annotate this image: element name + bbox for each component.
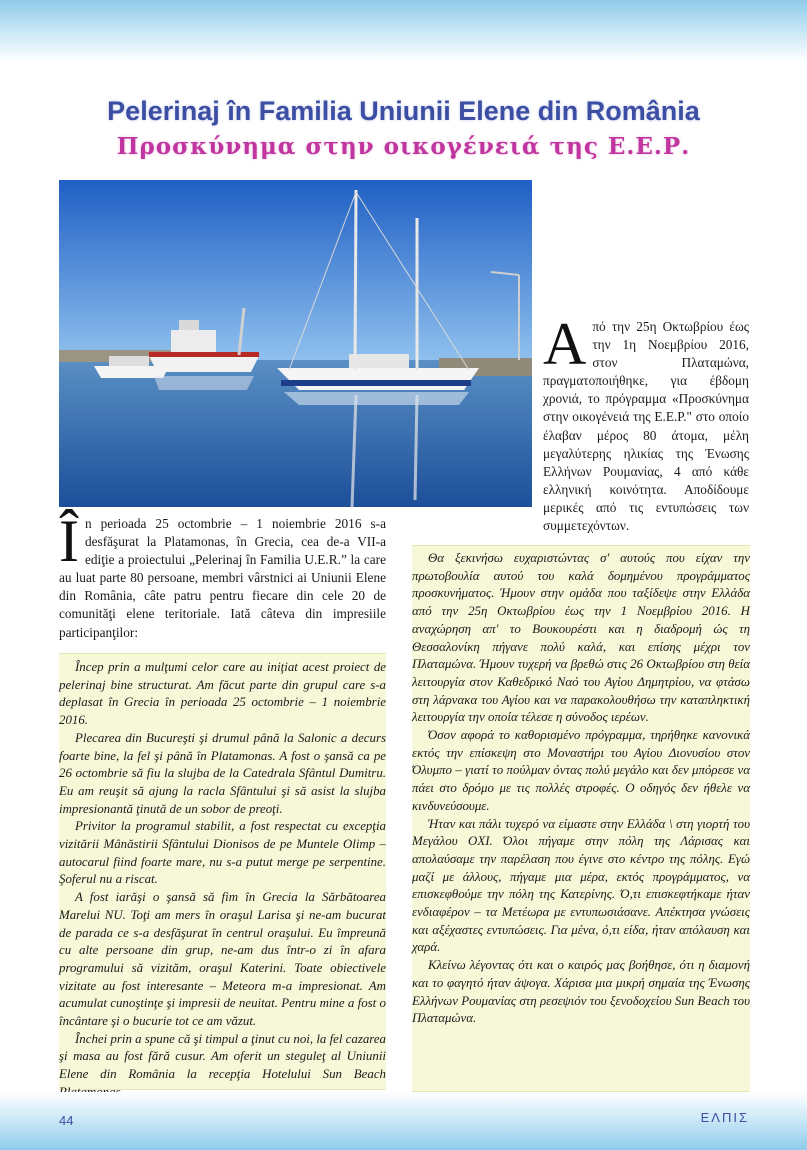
top-decorative-band: [0, 0, 807, 62]
romanian-intro-text: n perioada 25 octombrie – 1 noiembrie 2016 s-a desfăşurat la Platamonas, în Grecia, cea de-a VII-a ediţie a proiectului „Pelerinaj în Familia U.E.R.” la care au luat parte 80 persoane, membri vârstnici ai Uniunii Elene din România, câte patru pentru fiecare din cele 20 de comunităţi elene teritoriale. Iată câteva din impresiile participanţilor:: [59, 516, 386, 640]
testimonial-paragraph: Închei prin a spune că şi timpul a ţinut cu noi, la fel cazarea şi masa au fost fără cusur. Am oferit un steguleţ al Uniunii Elene din România la recepţia Hotelului Sun Beach: [59, 1031, 387, 1082]
testimonial-paragraph: Όσον αφορά το καθορισμένο πρόγραμμα, τηρήθηκε κανονικά εκτός την επίσκεψη στο Μοναστήρι του Αγίου Διονυσίου στον Όλυμπο – γιατί το πούλμαν όντας πολύ μεγάλο και δεν μπόρεσε να πάει στο δρόμο με τις πολλές στροφές. Ο οδηγός δεν ήθελε να κινδυνεύσουμε.: [412, 728, 750, 813]
romanian-drop-cap: Î: [59, 508, 79, 574]
testimonial-paragraph: Θα ξεκινήσω ευχαριστώντας σ' αυτούς που είχαν την πρωτοβουλία αυτού του καλά δομημένου προγράμματος προσκυνήματος. Ήμουν στην ομάδα που ταξίδεψε στην Ελλάδα από την 25η Οκτωβρίου έως την 1 Νοεμβρίου 2016. Η αναχώρηση απ' το Βουκουρέστι και η διαδρομή ώς τη Θεσσαλονίκη πήγανε πολύ καλά, και επίσης μέχρι τον Πλαταμώνα. Ήμουν τυχερή να βρεθώ στις 26 Οκτωβρίου στη θεία λειτουργία στον Καθεδρικό Ναό του Αγίου Δημητρίου, να φτάσω στη λάρνακα του Αγίου και να παρακολουθήσω την καταπληκτική λειτουργία την οποία τέλεσε η σύνοδος ιερέων.: [412, 551, 750, 725]
greek-testimonial-box: [412, 545, 750, 1092]
romanian-intro-column: [59, 508, 386, 642]
greek-drop-cap: Α: [543, 311, 587, 377]
testimonial-paragraph: Plecarea din Bucureşti şi drumul până la Salonic a decurs foarte bine, la fel şi până în Platamonas. A fost o şansă ca pe 26 octombrie să fiu la slujba de la Catedrala Sfântul Dumitru. Eu am reuşit să ajung la racla Sfântului şi să asist la slujba impresionantă ţinută de un sobor de preoţi.: [59, 730, 386, 816]
testimonial-paragraph: Ήταν και πάλι τυχερό να είμαστε στην Ελλάδα \ στη γιορτή του Μεγάλου ΟΧΙ. Όλοι πήγαμε στην πόλη της Λάρισας και απολαύσαμε την παρέλαση που έγινε στο κέντρο της πόλης. Εγώ μαζί με άλλους, πήγαμε μια μέρα, εκτός προγράμματος, να επισκεφθούμε την πόλη της Κατερίνης. Ό,τι επισκεφτήκαμε ήταν ενδιαφέρον – τα Μετέωρα με εντυπωσιάσανε. Απέκτησα γνώσεις και αξέχαστες εντυπώσεις. Για μένα, ό,τι είδα, ήταν απόλαυση και χαρά.: [412, 816, 750, 955]
journal-name: ΕΛΠΙΣ: [700, 1110, 749, 1125]
harbor-photo: [59, 180, 532, 507]
testimonial-paragraph: A fost iarăşi o şansă să fim în Grecia la Sărbătoarea Marelui NU. Toţi am mers în oraşul Larisa şi ne-am bucurat de parada ce s-a desfăşurat în centrul oraşului. Eu împreună cu alte persoane din grup, ne-am dus într-o zi în afara programului să vizităm, oraşul Katerini. Toate obiectivele vizitate au fost interesante – Meteora m-a impresionat. Am acumulat cunoştinţe şi impresii de neuitat. Pentru mine a fost o încântare şi o bucurie tot ce am văzut.: [59, 890, 386, 1029]
page-number: 44: [59, 1113, 74, 1128]
greek-intro-text: πό την 25η Οκτωβρίου έως την 1η Νοεμβρίου 2016, στον Πλαταμώνα, πραγματοποιήθηκε, για έβδομη χρονιά, το πρόγραμμα «Προσκύνημα στην οικογένειά της Ε.Ε.Ρ." στο οποίο έλαβαν μέρος 80 άτομα, μέλη μεγαλύτερης ηλικίας της Ένωσης Ελλήνων Ρουμανίας, 4 από κάθε ελληνική κοινότητα. Αποδίδουμε μερικές από τις εντυπώσεις των συμμετεχόντων.: [543, 319, 749, 534]
greek-intro-column: [543, 311, 749, 535]
bottom-decorative-band: [0, 1092, 807, 1150]
testimonial-paragraph: Κλείνω λέγοντας ότι και ο καιρός μας βοήθησε, ότι η διαμονή και το φαγητό ήταν άψογα. Χάρισα μια μικρή σημαία της Ένωσης Ελλήνων Ρουμανίας στη ρεσεψιόν του ξενοδοχείου Sun Beach του Πλαταμώνα.: [412, 958, 750, 1026]
article-title-romanian: Pelerinaj în Familia Uniunii Elene din România: [107, 96, 700, 126]
testimonial-paragraph: Privitor la programul stabilit, a fost respectat cu excepţia vizitării Mânăstirii Sfântului Dionisos de pe Muntele Olimp – autocarul fiind foarte mare, nu s-a putut merge pe serpentine. Şoferul nu a riscat.: [59, 819, 386, 887]
testimonial-paragraph: Încep prin a mulţumi celor care au iniţiat acest proiect de pelerinaj bine structurat. Am făcut parte din grupul care s-a deplasat în Grecia în perioada 25 octombrie – 1 noiembrie 2016.: [59, 660, 386, 728]
article-title-greek: Προσκύνημα στην οικογένειά της Ε.Ε.Ρ.: [116, 133, 691, 160]
romanian-testimonial-box: [59, 653, 386, 1090]
